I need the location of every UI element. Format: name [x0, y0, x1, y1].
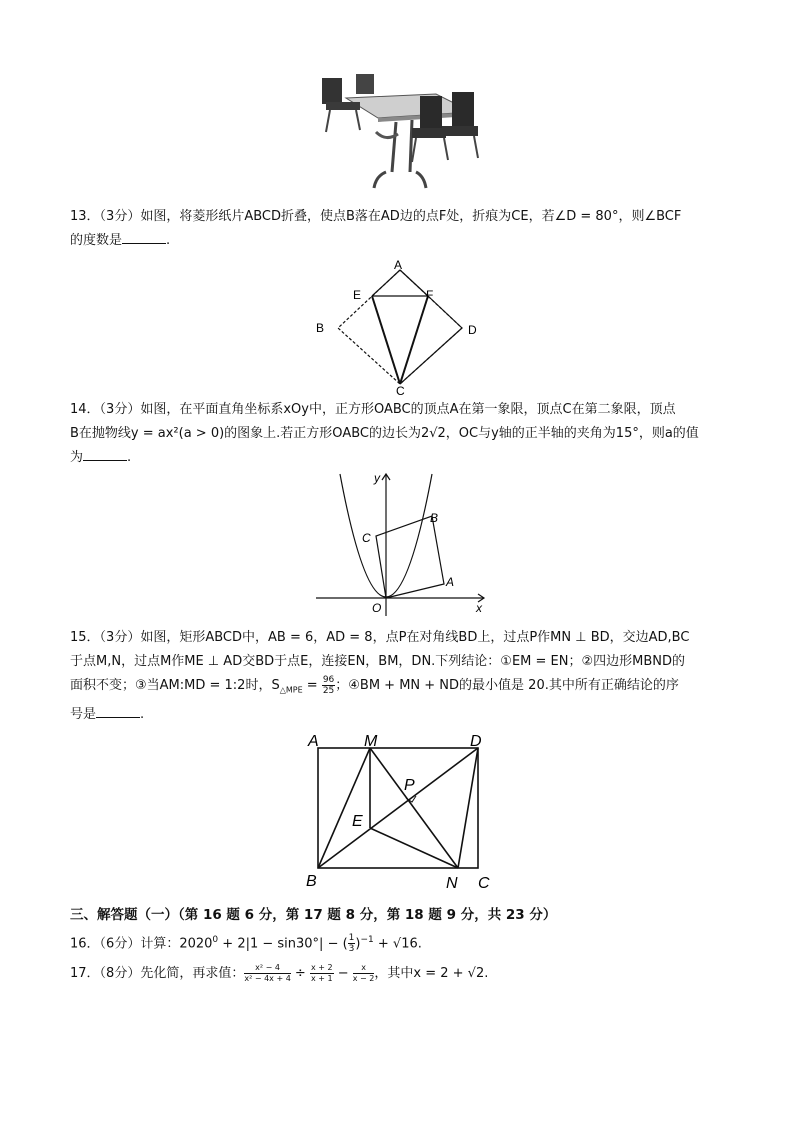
question-number: 14．（3分）	[70, 402, 141, 417]
question-text: 的度数是	[70, 233, 123, 248]
fraction	[322, 675, 335, 696]
question-text: 如图，在平面直角坐标系xOy中，正方形OABC的顶点A在第一象限，顶点C在第二象限，顶点	[140, 402, 676, 417]
fraction-numerator: x	[353, 963, 375, 974]
exponent: −1	[360, 935, 374, 945]
question-number: 15．（3分）	[70, 630, 141, 645]
question-17	[70, 962, 730, 986]
fraction-denominator: 3	[348, 944, 355, 955]
label-M: M	[364, 733, 378, 750]
expression-part: + √16.	[373, 936, 422, 952]
fraction-numerator: x² − 4	[244, 963, 290, 974]
label-N: N	[446, 875, 458, 892]
question-text: 于点M,N，过点M作ME ⊥ AD交BD于点E，连接EN，BM，DN.下列结论：①EM = EN；②四边形MBND的	[70, 654, 685, 669]
label-D: D	[470, 733, 482, 750]
question-16	[70, 928, 730, 956]
area-subscript: △MPE	[279, 685, 303, 695]
question-number: 17．（8分）	[70, 966, 141, 981]
question-text: ，其中x = 2 + √2.	[374, 966, 489, 981]
question-text: 如图，矩形ABCD中，AB = 6，AD = 8，点P在对角线BD上，过点P作MN ⊥ BD，交边AD,BC	[140, 630, 690, 645]
operator: ÷	[290, 966, 310, 981]
question-number: 13．（3分）	[70, 209, 141, 224]
label-A: A	[308, 733, 319, 750]
expression-part: + 2|1 − sin30°| − (	[218, 936, 348, 952]
expression-part: 计算：2020	[140, 936, 213, 952]
label-D: D	[468, 323, 477, 337]
fraction	[353, 963, 375, 984]
rhombus-figure	[310, 258, 490, 396]
answer-blank[interactable]	[96, 703, 140, 718]
label-A: A	[394, 258, 403, 272]
question-15: 15．（3分）如图，矩形ABCD中，AB = 6，AD = 8，点P在对角线BD上，过点P作MN ⊥ BD，交边AD,BC 于点M,N，过点M作ME ⊥ AD交BD于点E，连接EN，BM，DN.下列结论：①EM = EN；②四边形MBND的 面积不变；③当AM:MD = 1:2时，$S_{\triangle MPE}$ = $\frac{96}{25}$ ；④BM + MN + ND的最小值是 20.其中所有正确结论的序 号是 .	[70, 630, 690, 722]
label-B: B	[316, 321, 325, 335]
question-text: 号是	[70, 706, 97, 722]
question-text: 如图，将菱形纸片ABCD折叠，使点B落在AD边的点F处，折痕为CE，若∠D = 80°，则∠BCF	[140, 209, 682, 224]
fraction-numerator: 96	[322, 675, 335, 685]
label-A: A	[446, 575, 455, 589]
label-E: E	[352, 813, 363, 830]
parabola-square-figure	[312, 470, 492, 618]
fraction	[244, 963, 290, 984]
label-C: C	[396, 384, 405, 396]
label-F: F	[426, 288, 434, 302]
answer-blank[interactable]	[83, 446, 127, 461]
label-C: C	[362, 531, 371, 545]
question-text: 先化简，再求值：	[140, 966, 245, 981]
question-14: 14．（3分）如图，在平面直角坐标系xOy中，正方形OABC的顶点A在第一象限，顶点C在第二象限，顶点 B在抛物线y = ax²(a > 0)的图象上.若正方形OABC的边长为2√2，OC与y轴的正半轴的夹角为15°，则a的值 为 .	[70, 402, 699, 465]
label-B: B	[306, 873, 317, 890]
fraction-denominator: x − 2	[352, 974, 375, 983]
question-13: 13．（3分）如图，将菱形纸片ABCD折叠，使点B落在AD边的点F处，折痕为CE，若∠D = 80°，则∠BCF 的度数是 .	[70, 209, 682, 248]
equals-sign: =	[302, 678, 322, 693]
desk-chairs-photo	[316, 72, 484, 190]
question-number: 16．（6分）	[70, 936, 141, 952]
label-P: P	[404, 777, 415, 794]
fraction-numerator: 1	[348, 933, 355, 944]
answer-blank[interactable]	[122, 229, 166, 244]
section-heading: 三、解答题（一）（第 16 题 6 分，第 17 题 8 分，第 18 题 9 分，共 23 分）	[70, 907, 557, 923]
fraction-numerator: x + 2	[310, 963, 333, 972]
expression-part: )	[355, 936, 361, 952]
label-B: B	[430, 511, 439, 525]
question-text: 面积不变；③当AM:MD = 1:2时，S	[70, 678, 280, 693]
question-text: B在抛物线y = ax²(a > 0)的图象上.若正方形OABC的边长为2√2，OC与y轴的正半轴的夹角为15°，则a的值	[70, 426, 699, 441]
exponent: 0	[212, 935, 219, 945]
fraction-denominator: x + 1	[310, 974, 333, 983]
rectangle-figure	[306, 728, 506, 894]
label-O: O	[372, 601, 382, 615]
label-y: y	[374, 471, 380, 485]
fraction-denominator: 25	[322, 686, 335, 696]
label-C: C	[478, 875, 490, 892]
label-x: x	[476, 601, 482, 615]
question-text: ；④BM + MN + ND的最小值是 20.其中所有正确结论的序	[335, 678, 679, 693]
operator: −	[333, 966, 353, 981]
question-text: 为	[70, 450, 84, 465]
fraction-denominator: x² − 4x + 4	[244, 974, 291, 983]
label-E: E	[353, 288, 362, 302]
fraction	[310, 963, 334, 984]
